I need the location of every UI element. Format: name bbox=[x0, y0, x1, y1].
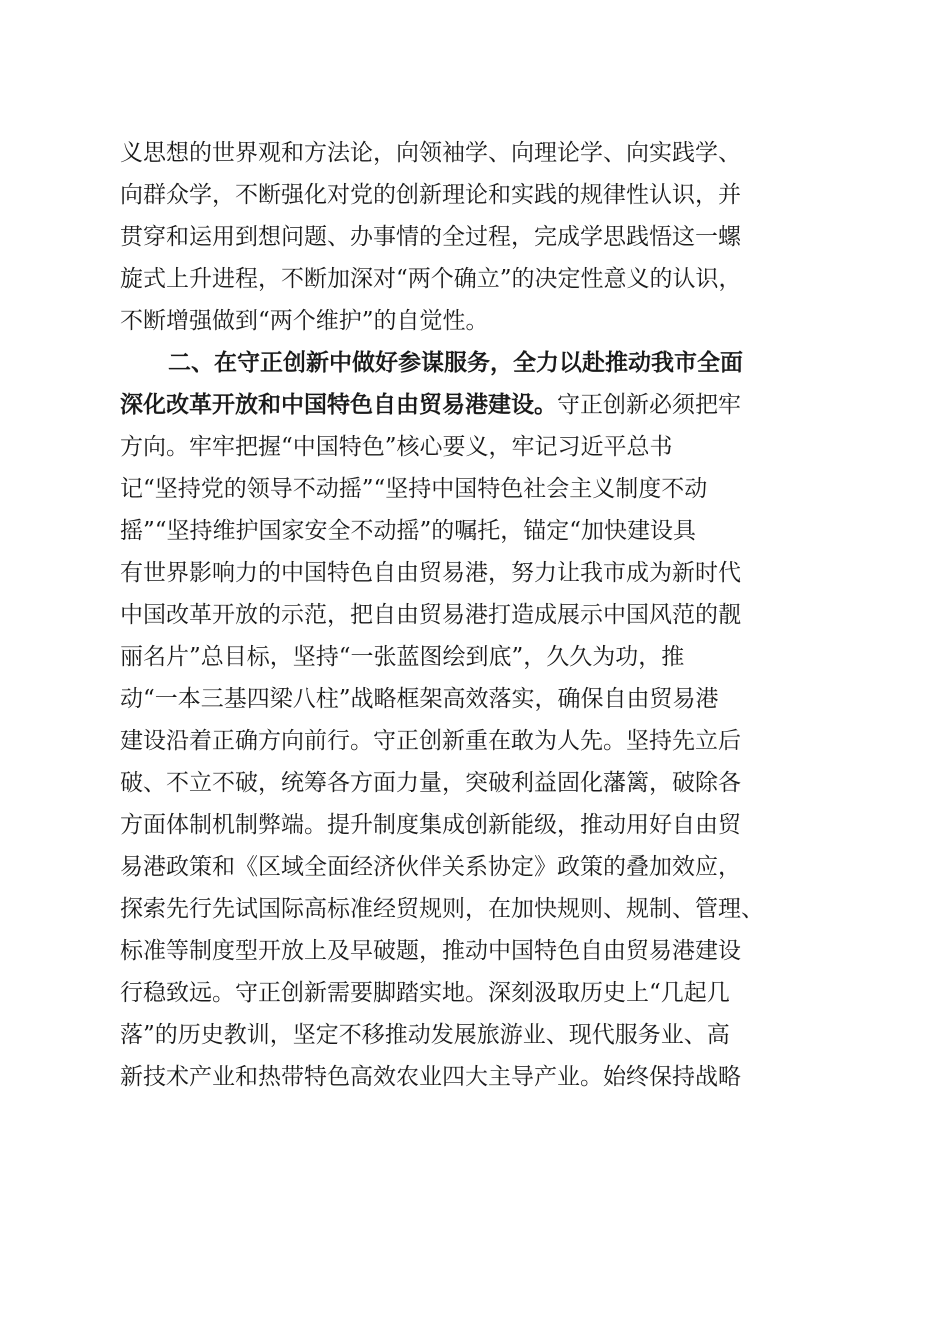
text-line: 向群众学，不断强化对党的创新理论和实践的规律性认识，并 bbox=[120, 182, 741, 208]
text-line: 旋式上升进程，不断加深对“两个确立”的决定性意义的认识， bbox=[120, 266, 742, 292]
text-line: 不断增强做到“两个维护”的自觉性。 bbox=[120, 308, 489, 334]
text-line: 易港政策和《区域全面经济伙伴关系协定》政策的叠加效应， bbox=[120, 854, 741, 880]
text-line: 中国改革开放的示范，把自由贸易港打造成展示中国风范的靓 bbox=[120, 602, 741, 628]
paragraph-2 bbox=[120, 342, 840, 1098]
text-line: 行稳致远。守正创新需要脚踏实地。深刻汲取历史上“几起几 bbox=[120, 980, 730, 1006]
text-line: 落”的历史教训，坚定不移推动发展旅游业、现代服务业、高 bbox=[120, 1022, 730, 1048]
text-line: 动“一本三基四梁八柱”战略框架高效落实，确保自由贸易港 bbox=[120, 686, 719, 712]
paragraph-1 bbox=[120, 132, 840, 342]
text-line: 记“坚持党的领导不动摇”“坚持中国特色社会主义制度不动 bbox=[120, 476, 708, 502]
section-heading-continuation: 深化改革开放和中国特色自由贸易港建设。 bbox=[120, 392, 557, 418]
text-line: 贯穿和运用到想问题、办事情的全过程，完成学思践悟这一螺 bbox=[120, 224, 741, 250]
text-run: 守正创新必须把牢 bbox=[557, 392, 741, 418]
text-line: 标准等制度型开放上及早破题，推动中国特色自由贸易港建设 bbox=[120, 938, 741, 964]
text-line: 建设沿着正确方向前行。守正创新重在敢为人先。坚持先立后 bbox=[120, 728, 741, 754]
text-line: 摇”“坚持维护国家安全不动摇”的嘱托，锚定“加快建设具 bbox=[120, 518, 697, 544]
section-heading: 二、在守正创新中做好参谋服务，全力以赴推动我市全面 bbox=[168, 350, 743, 376]
text-line: 方向。牢牢把握“中国特色”核心要义，牢记习近平总书 bbox=[120, 434, 673, 460]
text-line: 丽名片”总目标，坚持“一张蓝图绘到底”，久久为功，推 bbox=[120, 644, 685, 670]
heading-continuation-line bbox=[120, 384, 840, 426]
text-line: 探索先行先试国际高标准经贸规则，在加快规则、规制、管理、 bbox=[120, 896, 764, 922]
text-line: 方面体制机制弊端。提升制度集成创新能级，推动用好自由贸 bbox=[120, 812, 741, 838]
text-line: 有世界影响力的中国特色自由贸易港，努力让我市成为新时代 bbox=[120, 560, 741, 586]
text-line: 破、不立不破，统筹各方面力量，突破利益固化藩篱，破除各 bbox=[120, 770, 741, 796]
text-line: 新技术产业和热带特色高效农业四大主导产业。始终保持战略 bbox=[120, 1064, 741, 1090]
body-text bbox=[120, 132, 840, 1098]
text-line: 义思想的世界观和方法论，向领袖学、向理论学、向实践学、 bbox=[120, 140, 741, 166]
